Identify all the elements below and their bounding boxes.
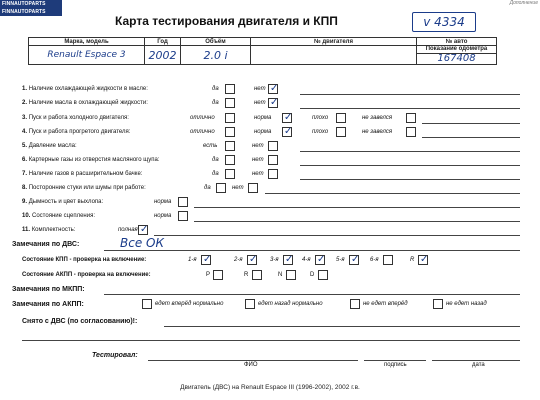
item-1-no-label: нет [254,86,266,92]
item-3-bad-checkbox[interactable] [336,113,346,123]
removed-line-1 [164,326,520,327]
removed-line-2 [22,340,520,341]
item-7-yes-checkbox[interactable] [225,169,235,179]
col-model: Марка, модель [29,38,145,46]
year-value: 2002 [145,46,181,65]
item-7-no-checkbox[interactable] [268,169,278,179]
item-9-normal-checkbox[interactable] [178,197,188,207]
gear-2-label: 2-я [234,257,243,263]
check-mark-icon: ✓ [249,254,258,265]
drive-back-label: едет назад нормально [258,301,323,307]
item-6-label: 6. Картерные газы из отверстия масляного щупа: [22,157,160,163]
item-5-no-checkbox[interactable] [268,141,278,151]
gear-6-label: 6-я [370,257,379,263]
col-auto-label: № авто [417,38,497,46]
item-2-notes-line [300,108,520,109]
check-mark-icon: ✓ [140,224,149,235]
akpp-mode-n-checkbox[interactable] [286,270,296,280]
col-volume: Объём [181,38,251,46]
date-caption: дата [472,362,485,368]
header-table [28,37,497,65]
item-6-no-checkbox[interactable] [268,155,278,165]
item-2-yes-checkbox[interactable] [225,98,235,108]
mkpp-remarks-label: Замечания по МКПП: [12,286,85,293]
fio-line [148,360,358,361]
item-8-yes-checkbox[interactable] [216,183,226,193]
item-8-no-checkbox[interactable] [248,183,258,193]
logo-line-1: FINNAUTOPARTS [2,1,46,7]
dvs-remarks-value: Все ОК [120,236,164,250]
item-5-notes-line [300,151,520,152]
gear-r-checkbox[interactable] [418,255,428,265]
check-mark-icon: ✓ [270,97,279,108]
item-8-no-label: нет [232,185,244,191]
logo-line-2: FINNAUTOPARTS [2,9,46,15]
item-3-label: 3. Пуск и работа холодного двигателя: [22,115,129,121]
item-7-label: 7. Наличие газов в расширительном бачке: [22,171,143,177]
item-3-bad-label: плохо [312,115,329,121]
engine-number-value [251,46,417,65]
item-9-label: 9. Дымность и цвет выхлопа: [22,199,104,205]
tested-label: Тестировал: [92,352,138,359]
item-8-yes-label: да [204,185,211,191]
drive-back-checkbox[interactable] [245,299,255,309]
check-mark-icon: ✓ [203,254,212,265]
item-2-label: 2. Наличие масла в охлаждающей жидкости: [22,100,148,106]
item-2-yes-label: да [212,100,219,106]
odometer-label: Показание одометра [417,46,496,54]
item-5-label: 5. Давление масла: [22,143,77,149]
image-caption: Двигатель (ДВС) на Renault Espace III (1996-2002), 2002 г.в. [180,384,360,391]
item-9-normal-label: норма [154,199,172,205]
item-3-normal-checkbox[interactable] [282,113,292,123]
gear-4-label: 4-я [302,257,311,263]
signature-caption: подпись [384,362,407,368]
item-5-yes-checkbox[interactable] [225,141,235,151]
odometer-value: 167408 [437,53,476,64]
item-1-notes-line [300,94,520,95]
item-8-label: 8. Посторонние стуки или шумы при работе: [22,185,146,191]
item-3-excellent-checkbox[interactable] [225,113,235,123]
item-1-yes-checkbox[interactable] [225,84,235,94]
item-3-excellent-label: отлично [190,115,215,121]
col-engine-number: № двигателя [251,38,417,46]
item-7-notes-line [300,179,520,180]
gear-6-checkbox[interactable] [383,255,393,265]
item-10-notes-line [194,221,520,222]
item-4-nostart-checkbox[interactable] [406,127,416,137]
volume-value: 2.0 i [181,46,251,65]
page-title: Карта тестирования двигателя и КПП [115,14,338,28]
auto-number-value: v 4334 [412,12,476,32]
item-3-normal-label: норма [254,115,272,121]
item-4-normal-checkbox[interactable] [282,127,292,137]
akpp-mode-r-checkbox[interactable] [252,270,262,280]
gear-5-label: 5-я [336,257,345,263]
item-2-no-label: нет [254,100,266,106]
item-4-bad-checkbox[interactable] [336,127,346,137]
check-mark-icon: ✓ [270,83,279,94]
drive-forward-checkbox[interactable] [142,299,152,309]
check-mark-icon: ✓ [420,254,429,265]
item-4-bad-label: плохо [312,129,329,135]
gear-2-checkbox[interactable] [247,255,257,265]
akpp-mode-r-label: R [244,272,249,278]
item-7-yes-label: да [212,171,219,177]
item-11-full-checkbox[interactable] [138,225,148,235]
item-1-label: 1. Наличие охлаждающей жидкости в масле: [22,86,148,92]
dvs-remarks-line [104,250,520,251]
item-4-nostart-label: не завелся [362,129,393,135]
item-2-no-checkbox[interactable] [268,98,278,108]
item-10-normal-label: норма [154,213,172,219]
akpp-mode-d-label: D [310,272,315,278]
item-3-nostart-checkbox[interactable] [406,113,416,123]
akpp-mode-p-checkbox[interactable] [213,270,223,280]
akpp-remarks-label: Замечания по АКПП: [12,301,84,308]
date-line [432,360,520,361]
item-4-normal-label: норма [254,129,272,135]
no-forward-label: не едет вперёд [363,301,408,307]
item-8-notes-line [265,193,520,194]
kpp-check-label: Состояние КПП - проверка на включение: [22,257,147,263]
akpp-mode-d-checkbox[interactable] [318,270,328,280]
item-3-notes-line [422,123,520,124]
check-mark-icon: ✓ [284,126,293,137]
gear-3-checkbox[interactable] [283,255,293,265]
col-year: Год [145,38,181,46]
akpp-check-label: Состояние АКПП - проверка на включение: [22,272,151,278]
item-4-excellent-label: отлично [190,129,215,135]
gear-4-checkbox[interactable] [315,255,325,265]
check-mark-icon: ✓ [284,112,293,123]
item-9-notes-line [194,207,520,208]
signature-line [364,360,426,361]
removed-label: Снято с ДВС (по согласованию)!: [22,318,138,325]
no-back-label: не едет назад [446,301,487,307]
no-back-checkbox[interactable] [433,299,443,309]
item-6-no-label: нет [252,157,264,163]
gear-1-checkbox[interactable] [201,255,211,265]
check-mark-icon: ✓ [285,254,294,265]
check-mark-icon: ✓ [351,254,360,265]
corner-note: Дополнение [509,0,538,6]
gear-5-checkbox[interactable] [349,255,359,265]
item-4-label: 4. Пуск и работа прогретого двигателя: [22,129,131,135]
item-10-label: 10. Состояние сцепления: [22,213,95,219]
dvs-remarks-label: Замечания по ДВС: [12,241,80,248]
gear-3-label: 3-я [270,257,279,263]
brand-logo [0,0,62,16]
item-5-no-label: нет [252,143,264,149]
gear-1-label: 1-я [188,257,197,263]
check-mark-icon: ✓ [317,254,326,265]
mkpp-remarks-line [104,294,520,295]
item-6-yes-checkbox[interactable] [225,155,235,165]
item-4-notes-line [422,137,520,138]
drive-forward-label: едет вперёд нормально [155,301,224,307]
item-10-normal-checkbox[interactable] [178,211,188,221]
item-6-yes-label: да [212,157,219,163]
no-forward-checkbox[interactable] [350,299,360,309]
gear-r-label: R [410,257,415,263]
fio-caption: ФИО [244,362,258,368]
item-6-notes-line [300,165,520,166]
item-1-no-checkbox[interactable] [268,84,278,94]
model-value: Renault Espace 3 [29,46,145,65]
item-1-yes-label: да [212,86,219,92]
item-3-nostart-label: не завелся [362,115,393,121]
item-5-yes-label: есть [203,143,218,149]
akpp-mode-p-label: P [206,272,211,278]
item-11-full-label: полная [118,227,138,233]
item-4-excellent-checkbox[interactable] [225,127,235,137]
item-7-no-label: нет [252,171,264,177]
item-11-label: 11. Комплектность: [22,227,76,233]
akpp-mode-n-label: N [278,272,283,278]
item-11-notes-line [154,235,520,236]
